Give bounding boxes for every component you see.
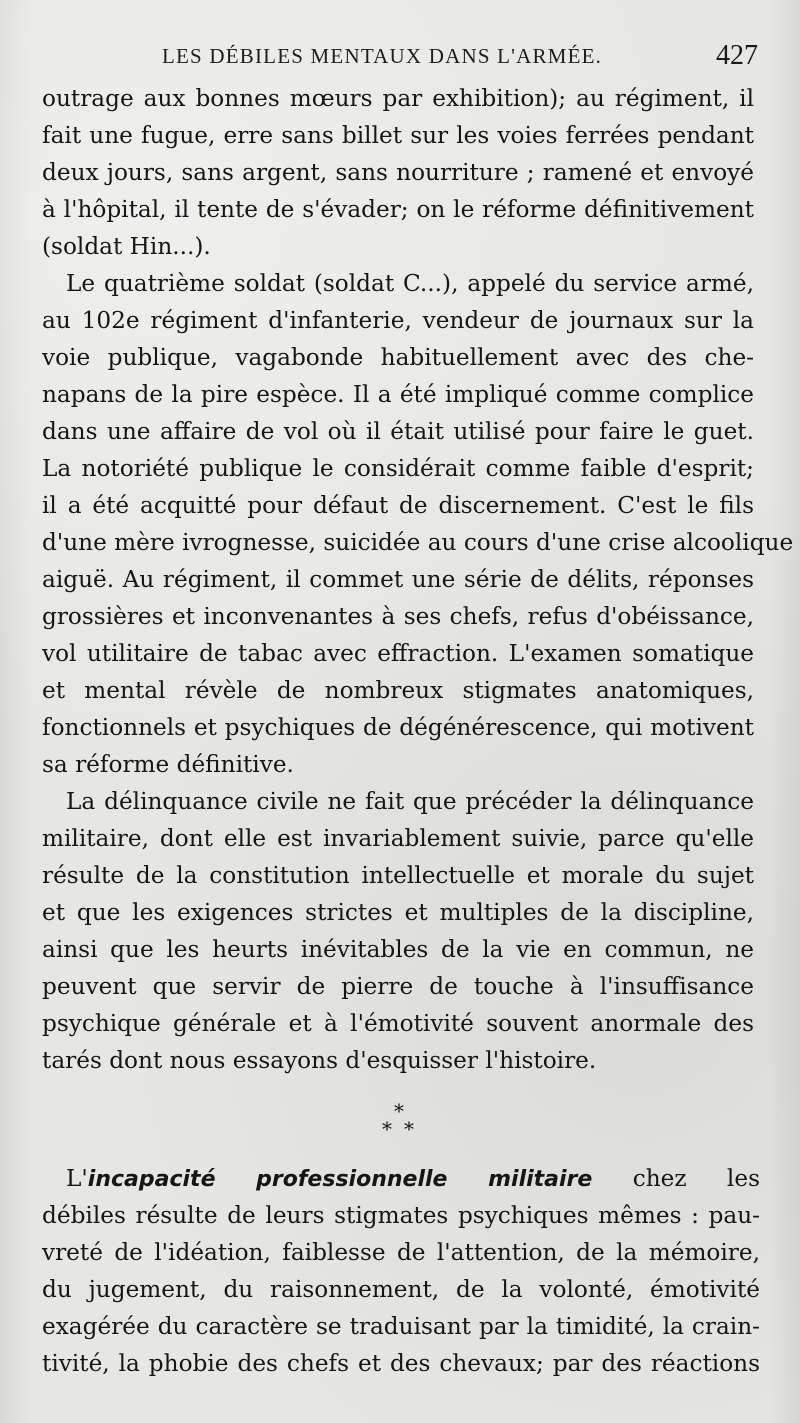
text-line: sa réforme définitive. [42,751,294,778]
text-line: grossières et inconvenantes à ses chefs, refus d'obéissance, [42,603,754,630]
running-head [46,38,758,78]
text-line: voie publique, vagabonde habituellement avec des che- [42,344,754,371]
text-line: à l'hôpital, il tente de s'évader; on le réforme définitivement [42,196,754,223]
text-line: et que les exigences strictes et multiples de la discipline, [42,899,754,926]
body-text-before-break [42,80,794,1079]
text-line-with-emphasis [42,1160,760,1197]
emphasis-phrase: incapacité professionnelle militaire [87,1167,593,1192]
text-line: tarés dont nous essayons d'esquisser l'histoire. [42,1047,597,1074]
text-line: deux jours, sans argent, sans nourriture ; ramené et envoyé [42,159,754,186]
asterisk-glyph: * [404,1117,414,1141]
text-line: La délinquance civile ne fait que précéder la délinquance [66,788,754,815]
text-line: du jugement, du raisonnement, de la volonté, émotivité [42,1276,760,1303]
text-line: dans une affaire de vol où il était utilisé pour faire le guet. [42,418,754,445]
text-line: vreté de l'idéation, faiblesse de l'attention, de la mémoire, [42,1239,760,1266]
text-line: psychique générale et à l'émotivité souvent anormale des [42,1010,754,1037]
asterism [382,1098,418,1152]
text-line: d'une mère ivrognesse, suicidée au cours d'une crise alcoolique [42,529,794,556]
body-text-after-break [42,1160,760,1382]
text-line: outrage aux bonnes mœurs par exhibition); au régiment, il [42,85,754,112]
text-line: peuvent que servir de pierre de touche à l'insuffisance [42,973,754,1000]
text-line: Le quatrième soldat (soldat C...), appelé du service armé, [66,270,754,297]
running-title: LES DÉBILES MENTAUX DANS L'ARMÉE. [162,44,603,68]
text-line: résulte de la constitution intellectuelle et morale du sujet [42,862,754,889]
text-line: fait une fugue, erre sans billet sur les voies ferrées pendant [42,122,754,149]
text-line: (soldat Hin...). [42,233,211,260]
text-line: ainsi que les heurts inévitables de la vie en commun, ne [42,936,754,963]
line-suffix: chez les [632,1165,760,1192]
text-line: exagérée du caractère se traduisant par la timidité, la crain- [42,1313,760,1340]
text-line: La notoriété publique le considérait comme faible d'esprit; [42,455,754,482]
text-line: fonctionnels et psychiques de dégénérescence, qui motivent [42,714,754,741]
text-line: tivité, la phobie des chefs et des chevaux; par des réactions [42,1350,760,1377]
text-line: débiles résulte de leurs stigmates psychiques mêmes : pau- [42,1202,760,1229]
asterisk-glyph: * [382,1117,392,1141]
text-line: aiguë. Au régiment, il commet une série de délits, réponses [42,566,754,593]
text-line: militaire, dont elle est invariablement suivie, parce qu'elle [42,825,754,852]
text-line: vol utilitaire de tabac avec effraction. L'examen somatique [42,640,754,667]
text-line: napans de la pire espèce. Il a été impliqué comme complice [42,381,754,408]
asterisk-glyph: * [394,1099,404,1123]
section-break [0,1098,800,1154]
text-line: au 102e régiment d'infanterie, vendeur de journaux sur la [42,307,754,334]
line-prefix: L' [66,1165,88,1192]
text-line: et mental révèle de nombreux stigmates anatomiques, [42,677,754,704]
text-line: il a été acquitté pour défaut de discernement. C'est le fils [42,492,754,519]
page-number: 427 [716,40,758,71]
